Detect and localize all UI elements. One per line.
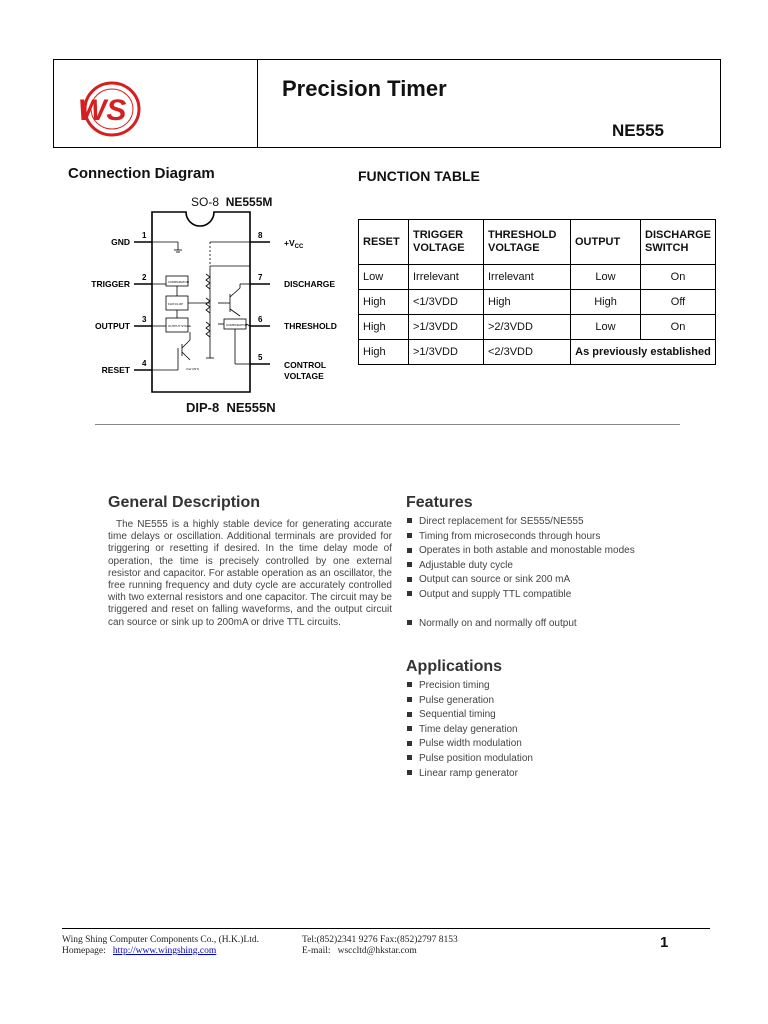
- pin-discharge-label: DISCHARGE: [284, 279, 336, 289]
- pin-8-number: 8: [258, 231, 263, 240]
- cell: On: [641, 315, 716, 340]
- general-description-title: General Description: [108, 494, 261, 511]
- application-text: Pulse width modulation: [419, 738, 522, 750]
- list-item: [406, 752, 533, 767]
- application-text: Precision timing: [419, 680, 490, 691]
- list-item: [406, 588, 635, 603]
- bullet-square-icon: [407, 741, 412, 746]
- application-text: Pulse generation: [419, 694, 495, 706]
- homepage-link[interactable]: http://www.wingshing.com: [112, 946, 217, 956]
- list-item: [406, 617, 577, 632]
- so8-part: NE555M: [225, 195, 273, 209]
- features-extra-list: [406, 617, 577, 632]
- bullet-square-icon: [407, 755, 412, 760]
- so8-prefix: SO-8: [191, 195, 220, 209]
- so8-label: [191, 195, 272, 209]
- connection-diagram-title: Connection Diagram: [68, 165, 215, 182]
- application-text: Linear ramp generator: [419, 767, 518, 779]
- cell: <1/3VDD: [409, 290, 484, 315]
- cell: Low: [359, 265, 409, 290]
- list-item: [406, 737, 533, 752]
- table-row: [359, 265, 716, 290]
- feature-text: Output and supply TTL compatible: [419, 588, 572, 600]
- header-divider: [257, 59, 258, 148]
- pin-1-number: 1: [142, 231, 147, 240]
- pin-6-number: 6: [258, 315, 263, 324]
- list-item: [406, 544, 635, 559]
- cell: >1/3VDD: [409, 340, 484, 365]
- cell: Low: [571, 315, 641, 340]
- feature-text: Direct replacement for SE555/NE555: [419, 516, 584, 527]
- application-text: Pulse position modulation: [419, 752, 533, 764]
- bullet-square-icon: [407, 577, 412, 582]
- pin-vcc-label: [284, 238, 304, 250]
- bullet-square-icon: [407, 533, 412, 538]
- table-row: [359, 290, 716, 315]
- cell: <2/3VDD: [484, 340, 571, 365]
- page-number: 1: [660, 934, 669, 951]
- general-description-text: The NE555 is a highly stable device for generating accurate time delays or oscillation. Additional terminals are provided for triggering or resetting if desired. In the time delay mode of operation, the time is precisely controlled by one external resistor and capacitor. For astable operation as an oscillator, the free running frequency and duty cycle are accurately controlled with two external resistors and one capacitor. The circuit may be triggered and reset on falling waveforms, and the output circuit can source or sink up to 200mA or drive TTL circuits.: [108, 519, 392, 628]
- table-header-row: [359, 220, 716, 265]
- pin-2-number: 2: [142, 273, 147, 282]
- cell: Irrelevant: [484, 265, 571, 290]
- col-header-trigger: TRIGGER VOLTAGE: [409, 220, 484, 265]
- cell: High: [359, 290, 409, 315]
- part-number: NE555: [612, 121, 664, 140]
- pin-vcc-name: +V: [284, 238, 295, 248]
- pin-output-label: OUTPUT: [95, 321, 130, 331]
- bullet-square-icon: [407, 682, 412, 687]
- function-table-title: FUNCTION TABLE: [358, 168, 480, 184]
- cell: On: [641, 265, 716, 290]
- list-item: [406, 559, 635, 574]
- dip8-label: [186, 400, 276, 415]
- footer-company: Wing Shing Computer Components Co., (H.K.)Ltd.: [62, 935, 259, 945]
- feature-text: Operates in both astable and monostable modes: [419, 545, 635, 557]
- col-header-reset: RESET: [359, 220, 409, 265]
- cell: >2/3VDD: [484, 315, 571, 340]
- pin-4-number: 4: [142, 359, 147, 368]
- list-item: [406, 573, 635, 588]
- list-item: [406, 723, 533, 738]
- bullet-square-icon: [407, 697, 412, 702]
- features-list: [406, 515, 635, 603]
- pin-3-number: 3: [142, 315, 147, 324]
- dip8-prefix: DIP-8: [186, 400, 220, 415]
- application-text: Time delay generation: [419, 723, 518, 735]
- pin-gnd-label: GND: [111, 237, 130, 247]
- company-logo: [74, 78, 144, 140]
- applications-title: Applications: [406, 658, 503, 675]
- output-stage-label: OUTPUT STAGE: [168, 324, 192, 328]
- cell: >1/3VDD: [409, 315, 484, 340]
- feature-text: Output can source or sink 200 mA: [419, 574, 571, 586]
- footer-email: [302, 946, 417, 956]
- page-title: Precision Timer: [282, 76, 447, 101]
- feature-text: Adjustable duty cycle: [419, 559, 513, 571]
- bullet-square-icon: [407, 562, 412, 567]
- pin-voltage-label: VOLTAGE: [284, 371, 324, 381]
- cell-merged: As previously established: [571, 340, 716, 365]
- pin-reset-label: RESET: [101, 365, 130, 375]
- cell: High: [359, 340, 409, 365]
- col-header-threshold: THRESHOLD VOLTAGE: [484, 220, 571, 265]
- section-divider: [95, 424, 680, 425]
- bullet-square-icon: [407, 620, 412, 625]
- list-item: [406, 694, 533, 709]
- comparator-1-label: COMPARATOR: [168, 280, 190, 284]
- col-header-discharge: DISCHARGE SWITCH: [641, 220, 716, 265]
- table-row: [359, 340, 716, 365]
- flip-flop-label: FLIP-FLOP: [168, 302, 184, 306]
- list-item: [406, 515, 635, 530]
- list-item: [406, 679, 533, 694]
- comparator-2-label: COMPARATOR: [226, 323, 248, 327]
- list-item: [406, 767, 533, 782]
- bullet-square-icon: [407, 726, 412, 731]
- ic-package: [152, 212, 250, 392]
- cell: Irrelevant: [409, 265, 484, 290]
- pin-control-label: CONTROL: [284, 360, 327, 370]
- cell: High: [484, 290, 571, 315]
- footer-tel-fax: Tel:(852)2341 9276 Fax:(852)2797 8153: [302, 935, 458, 945]
- features-title: Features: [406, 494, 473, 511]
- cell: Low: [571, 265, 641, 290]
- footer-divider: [62, 928, 710, 929]
- pin-5-number: 5: [258, 353, 263, 362]
- dip8-part: NE555N: [226, 400, 276, 415]
- bullet-square-icon: [407, 548, 412, 553]
- pin-trigger-label: TRIGGER: [91, 279, 130, 289]
- list-item: [406, 530, 635, 545]
- logo-text: WS: [78, 94, 127, 127]
- cell: Off: [641, 290, 716, 315]
- feature-text: Normally on and normally off output: [419, 618, 577, 629]
- table-row: [359, 315, 716, 340]
- bullet-square-icon: [407, 518, 412, 523]
- col-header-output: OUTPUT: [571, 220, 641, 265]
- pin-vcc-sub: CC: [294, 244, 304, 250]
- list-item: [406, 708, 533, 723]
- vref-label: Vref (INT): [186, 367, 200, 371]
- pin-threshold-label: THRESHOLD: [284, 321, 337, 331]
- applications-list: [406, 679, 533, 781]
- pinout-diagram: [90, 208, 350, 398]
- function-table: [358, 219, 716, 365]
- pin-7-number: 7: [258, 273, 263, 282]
- cell: High: [359, 315, 409, 340]
- bullet-square-icon: [407, 712, 412, 717]
- email-address: wsccltd@hkstar.com: [337, 946, 417, 956]
- bullet-square-icon: [407, 770, 412, 775]
- cell: High: [571, 290, 641, 315]
- footer-homepage: [62, 946, 216, 956]
- homepage-label: Homepage:: [62, 946, 106, 956]
- bullet-square-icon: [407, 591, 412, 596]
- feature-text: Timing from microseconds through hours: [419, 530, 601, 542]
- application-text: Sequential timing: [419, 709, 496, 721]
- email-label: E-mail:: [302, 946, 331, 956]
